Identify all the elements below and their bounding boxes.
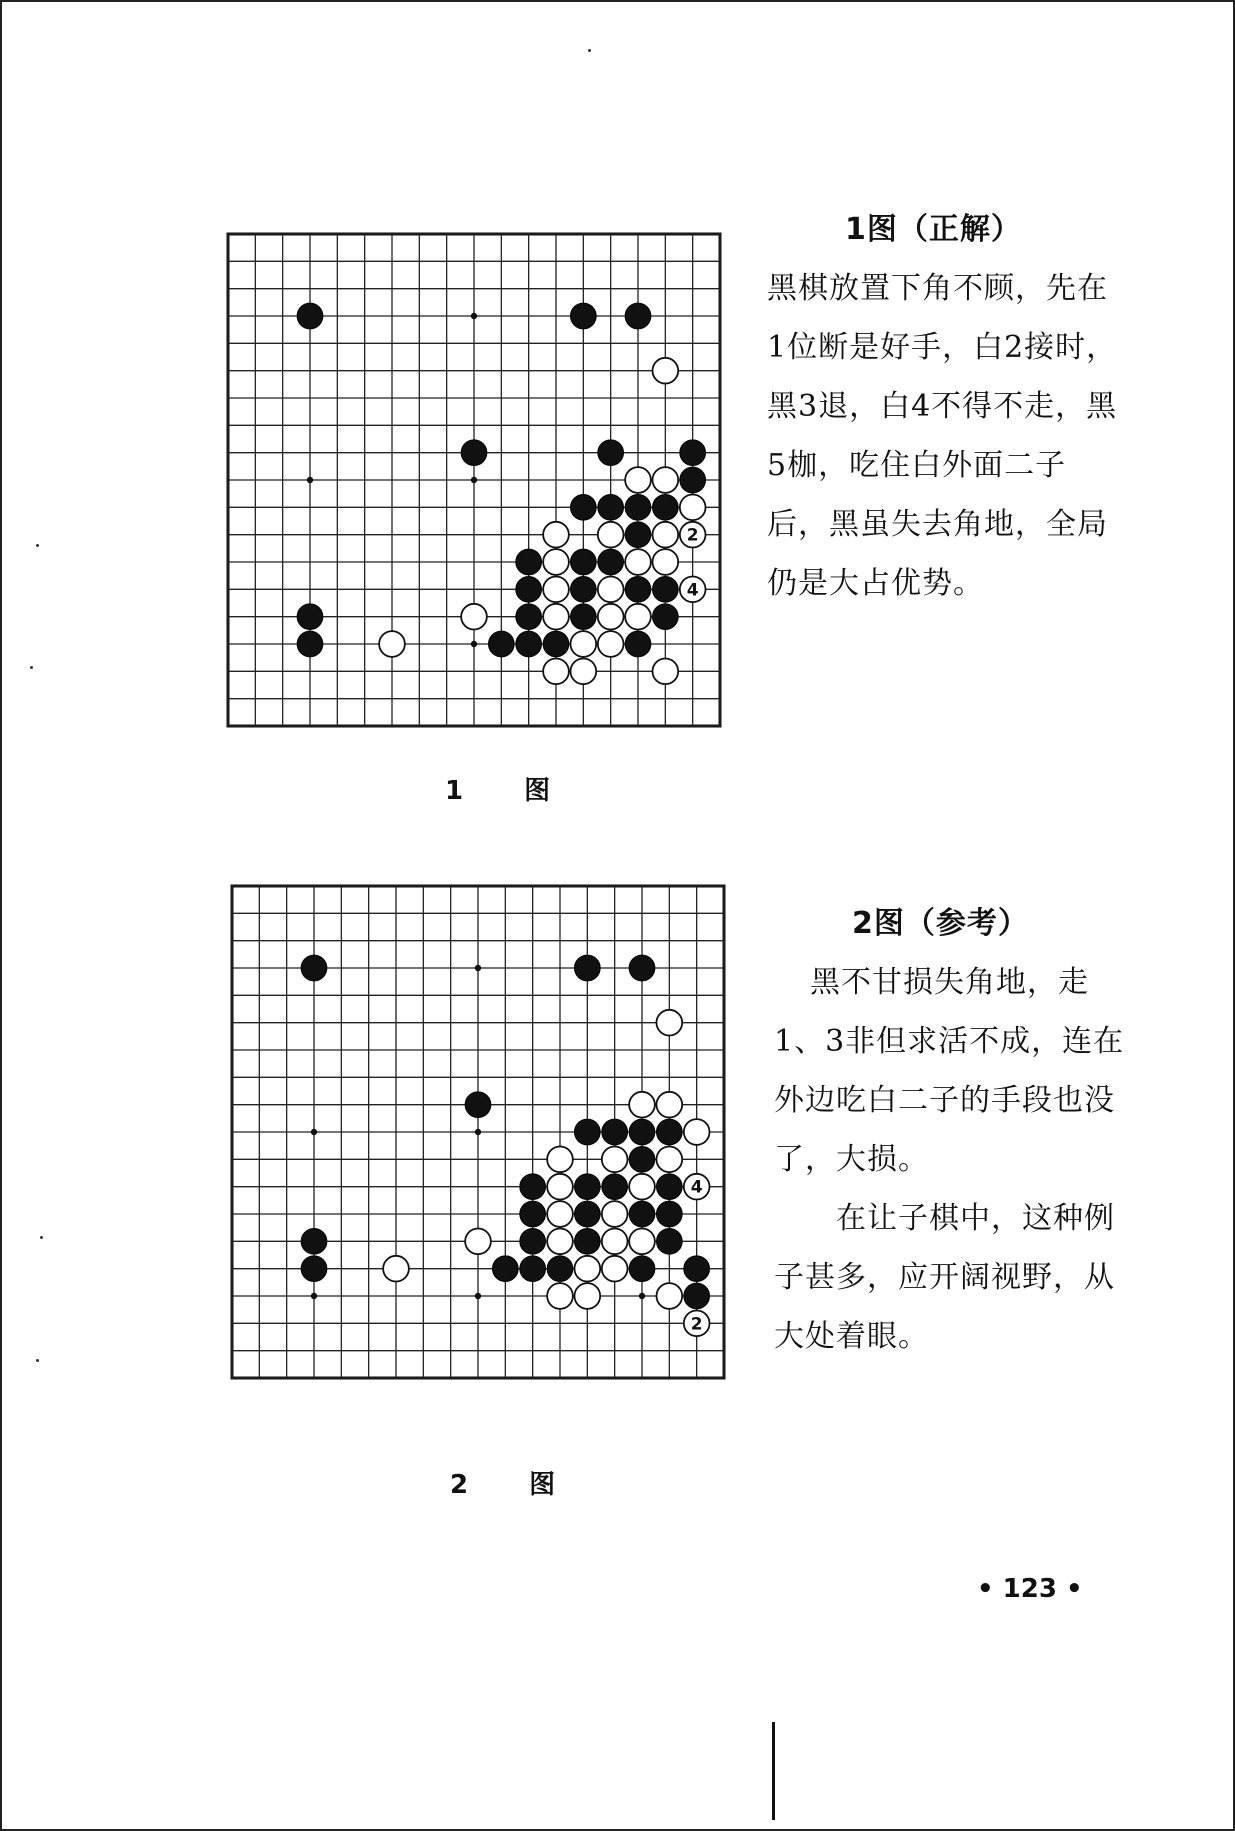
star-point: [475, 1129, 481, 1135]
go-diagram-2: [228, 882, 728, 1382]
black-stone: [598, 494, 624, 520]
black-stone: [516, 604, 542, 630]
black-stone: [570, 303, 596, 329]
star-point: [311, 1293, 317, 1299]
white-stone: [656, 1092, 682, 1118]
star-point: [471, 641, 477, 647]
black-stone: [625, 303, 651, 329]
section-2-text: [774, 894, 1134, 1366]
white-stone: [656, 1146, 682, 1172]
black-stone: [547, 1256, 573, 1282]
black-stone: [574, 1201, 600, 1227]
white-stone: [625, 549, 651, 575]
black-stone: [602, 1119, 628, 1145]
go-board: [224, 230, 724, 730]
black-stone: [297, 604, 323, 630]
black-stone: [516, 576, 542, 602]
section-2-body-2: 在让子棋中，这种例子甚多，应开阔视野，从大处着眼。: [774, 1201, 1115, 1354]
white-stone: [461, 604, 487, 630]
black-stone: [465, 1092, 491, 1118]
move-number-label: 2: [690, 1314, 703, 1335]
black-stone: [652, 604, 678, 630]
black-stone: [520, 1174, 546, 1200]
star-point: [471, 477, 477, 483]
white-stone: [629, 1174, 655, 1200]
white-stone: [656, 1010, 682, 1036]
black-stone: [656, 1201, 682, 1227]
go-diagram-1: [224, 230, 724, 730]
star-point: [475, 1293, 481, 1299]
scan-speck: [30, 666, 33, 669]
white-stone: [629, 1228, 655, 1254]
black-stone: [680, 467, 706, 493]
white-stone: [570, 658, 596, 684]
white-stone: [598, 576, 624, 602]
white-stone: [625, 604, 651, 630]
section-1-heading: 1图（正解）: [845, 212, 1022, 247]
black-stone: [516, 631, 542, 657]
white-stone: [543, 522, 569, 548]
white-stone: [652, 358, 678, 384]
white-stone: [570, 631, 596, 657]
black-stone: [629, 1146, 655, 1172]
white-stone: [547, 1201, 573, 1227]
black-stone: [574, 1228, 600, 1254]
black-stone: [598, 440, 624, 466]
black-stone: [570, 494, 596, 520]
white-stone: [602, 1256, 628, 1282]
move-number-label: 4: [686, 580, 699, 601]
diagram-1-caption: 1 图: [445, 776, 577, 806]
black-stone: [297, 631, 323, 657]
black-stone: [684, 1256, 710, 1282]
black-stone: [629, 955, 655, 981]
section-1-body: 黑棋放置下角不顾，先在1位断是好手，白2接时，黑3退，白4不得不走，黑5枷，吃住白外面二子后，黑虽失去角地，全局仍是大占优势。: [767, 271, 1118, 601]
black-stone: [570, 576, 596, 602]
white-stone: [625, 467, 651, 493]
white-stone: [383, 1256, 409, 1282]
black-stone: [629, 1119, 655, 1145]
black-stone: [488, 631, 514, 657]
go-board: [228, 882, 728, 1382]
black-stone: [625, 494, 651, 520]
black-stone: [574, 955, 600, 981]
white-stone: [656, 1283, 682, 1309]
black-stone: [652, 494, 678, 520]
black-stone: [301, 955, 327, 981]
black-stone: [297, 303, 323, 329]
white-stone: [547, 1228, 573, 1254]
black-stone: [301, 1256, 327, 1282]
black-stone: [574, 1174, 600, 1200]
star-point: [311, 1129, 317, 1135]
white-stone: [547, 1146, 573, 1172]
star-point: [307, 477, 313, 483]
star-point: [471, 313, 477, 319]
scan-speck: [588, 49, 591, 52]
black-stone: [598, 549, 624, 575]
white-stone: [602, 1146, 628, 1172]
black-stone: [625, 576, 651, 602]
white-stone: [543, 576, 569, 602]
black-stone: [625, 631, 651, 657]
move-number-label: 4: [690, 1177, 703, 1198]
move-number-label: 2: [686, 525, 699, 546]
diagram-2-caption: 2 图: [450, 1470, 582, 1500]
section-2-heading: 2图（参考）: [852, 906, 1029, 941]
white-stone: [602, 1201, 628, 1227]
white-stone: [547, 1283, 573, 1309]
black-stone: [652, 576, 678, 602]
white-stone: [465, 1228, 491, 1254]
star-point: [639, 1293, 645, 1299]
black-stone: [520, 1201, 546, 1227]
section-1-text: [767, 200, 1127, 613]
white-stone: [652, 549, 678, 575]
black-stone: [574, 1119, 600, 1145]
black-stone: [570, 604, 596, 630]
black-stone: [656, 1174, 682, 1200]
white-stone: [543, 604, 569, 630]
white-stone: [684, 1119, 710, 1145]
white-stone: [652, 658, 678, 684]
black-stone: [301, 1228, 327, 1254]
white-stone: [629, 1092, 655, 1118]
black-stone: [516, 549, 542, 575]
page-number: • 123 •: [977, 1574, 1083, 1604]
white-stone: [602, 1228, 628, 1254]
black-stone: [629, 1256, 655, 1282]
scan-speck: [36, 544, 39, 547]
white-stone: [652, 467, 678, 493]
black-stone: [543, 631, 569, 657]
white-stone: [379, 631, 405, 657]
black-stone: [602, 1174, 628, 1200]
white-stone: [680, 494, 706, 520]
black-stone: [520, 1228, 546, 1254]
scan-speck: [36, 1359, 39, 1362]
black-stone: [656, 1228, 682, 1254]
white-stone: [598, 631, 624, 657]
binding-line: [772, 1722, 775, 1820]
white-stone: [598, 522, 624, 548]
section-2-body-1: 黑不甘损失角地，走1、3非但求活不成，连在外边吃白二子的手段也没了，大损。: [774, 965, 1125, 1177]
black-stone: [629, 1201, 655, 1227]
black-stone: [520, 1256, 546, 1282]
white-stone: [598, 604, 624, 630]
scan-speck: [40, 1236, 43, 1239]
black-stone: [570, 549, 596, 575]
black-stone: [461, 440, 487, 466]
black-stone: [625, 522, 651, 548]
star-point: [475, 965, 481, 971]
white-stone: [543, 549, 569, 575]
white-stone: [547, 1174, 573, 1200]
black-stone: [656, 1119, 682, 1145]
black-stone: [680, 440, 706, 466]
white-stone: [574, 1256, 600, 1282]
black-stone: [492, 1256, 518, 1282]
black-stone: [684, 1283, 710, 1309]
white-stone: [652, 522, 678, 548]
white-stone: [574, 1283, 600, 1309]
white-stone: [543, 658, 569, 684]
